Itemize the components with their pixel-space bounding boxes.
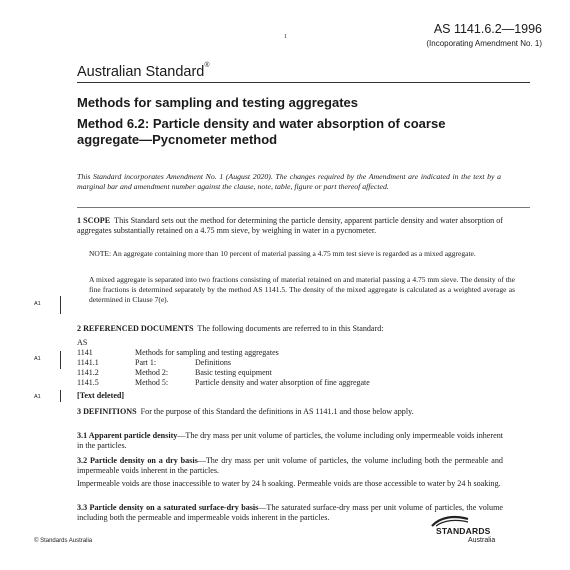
amendment-marker: A1	[34, 356, 41, 362]
refdocs-text: The following documents are referred to in this Standard:	[197, 324, 384, 333]
ref-title: Particle density and water absorption of fine aggregate	[195, 378, 370, 387]
ref-number: 1141.1	[77, 358, 99, 367]
ref-title: Basic testing equipment	[195, 368, 272, 377]
mixed-aggregate-text: A mixed aggregate is separated into two fractions consisting of material retained on and material passing a 4.75 mm sieve. The density of the fine fractions is determined separately by the method AS 1141.5. The density of the mixed aggregate is calculated as a weighted average as determined in Clause 7(e).	[89, 275, 515, 304]
definitions-paragraph	[77, 407, 503, 417]
notice-rule	[77, 207, 530, 208]
page-number: 1	[284, 34, 287, 40]
amendment-notice: This Standard incorporates Amendment No. 1 (August 2020). The changes required by the Amendment are indicated in the text by a marginal bar and amendment number against the clause, note, table, figure or part thereof affected.	[77, 172, 501, 191]
amendment-marker: A1	[34, 301, 41, 307]
australian-standard-label	[77, 64, 210, 80]
definition-3-2-text: —The dry mass per unit volume of particles, the volume including both the permeable and impermeable voids inherent in the particles.	[77, 456, 503, 475]
table-row	[77, 368, 370, 378]
ref-title: Methods for sampling and testing aggregates	[135, 348, 279, 357]
definition-3-3-heading: 3.3 Particle density on a saturated surface-dry basis	[77, 503, 259, 512]
definition-3-3-text: —The saturated surface-dry mass per unit volume of particles, the volume including both the permeable and impermeable voids inherent in the particles.	[77, 503, 503, 522]
amendment-bar	[60, 351, 61, 369]
logo-text: STANDARDS	[436, 526, 491, 536]
standard-number: AS 1141.6.2—1996	[433, 22, 542, 36]
definition-3-1	[77, 431, 503, 451]
ref-number: 1141	[77, 348, 93, 357]
scope-paragraph	[77, 216, 503, 236]
refdocs-heading: 2 REFERENCED DOCUMENTS	[77, 324, 194, 333]
header-rule	[77, 82, 530, 83]
registered-mark: ®	[204, 62, 210, 69]
logo-subtext: Australia	[468, 537, 496, 544]
amendment-bar	[60, 296, 61, 314]
definitions-heading: 3 DEFINITIONS	[77, 407, 137, 416]
ref-part: Part 1:	[135, 358, 157, 367]
table-row	[77, 348, 370, 358]
definition-3-1-heading: 3.1 Apparent particle density	[77, 431, 178, 440]
ref-number: 1141.2	[77, 368, 99, 377]
ref-number: 1141.5	[77, 378, 99, 387]
refdocs-paragraph	[77, 324, 503, 334]
references-table	[77, 348, 370, 388]
amendment-reference: (Incoporating Amendment No. 1)	[426, 39, 542, 48]
text-deleted: [Text deleted]	[77, 391, 125, 400]
table-row	[77, 378, 370, 388]
table-row	[77, 358, 370, 368]
amendment-marker: A1	[34, 394, 41, 400]
scope-text: This Standard sets out the method for determining the particle density, apparent particle density and water absorption of aggregates substantially retained on a 4.75 mm sieve, by weighing in water in a pycnometer.	[77, 216, 504, 235]
refdocs-prefix: AS	[77, 338, 88, 347]
definition-3-1-text: —The dry mass per unit volume of particles, the volume including only impermeable voids inherent in the particles.	[77, 431, 503, 450]
definitions-text: For the purpose of this Standard the definitions in AS 1141.1 and those below apply.	[140, 407, 414, 416]
standards-australia-logo	[430, 515, 535, 549]
ref-title: Definitions	[195, 358, 231, 367]
scope-note: NOTE: An aggregate containing more than 10 percent of material passing a 4.75 mm test sieve is regarded as a mixed aggregate.	[89, 249, 476, 258]
voids-paragraph: Impermeable voids are those inaccessible to water by 24 h soaking. Permeable voids are those accessible to water by 24 h soaking.	[77, 479, 501, 488]
definition-3-2	[77, 456, 503, 476]
ref-part: Method 5:	[135, 378, 169, 387]
document-title: Methods for sampling and testing aggregates	[77, 95, 358, 110]
brand-name: Australian Standard	[77, 64, 205, 80]
scope-heading: 1 SCOPE	[77, 216, 111, 225]
ref-part: Method 2:	[135, 368, 169, 377]
definition-3-2-heading: 3.2 Particle density on a dry basis	[77, 456, 198, 465]
amendment-bar	[60, 390, 61, 402]
method-title: Method 6.2: Particle density and water absorption of coarse aggregate—Pycnometer method	[77, 116, 446, 147]
copyright-notice: © Standards Australia	[34, 538, 93, 544]
